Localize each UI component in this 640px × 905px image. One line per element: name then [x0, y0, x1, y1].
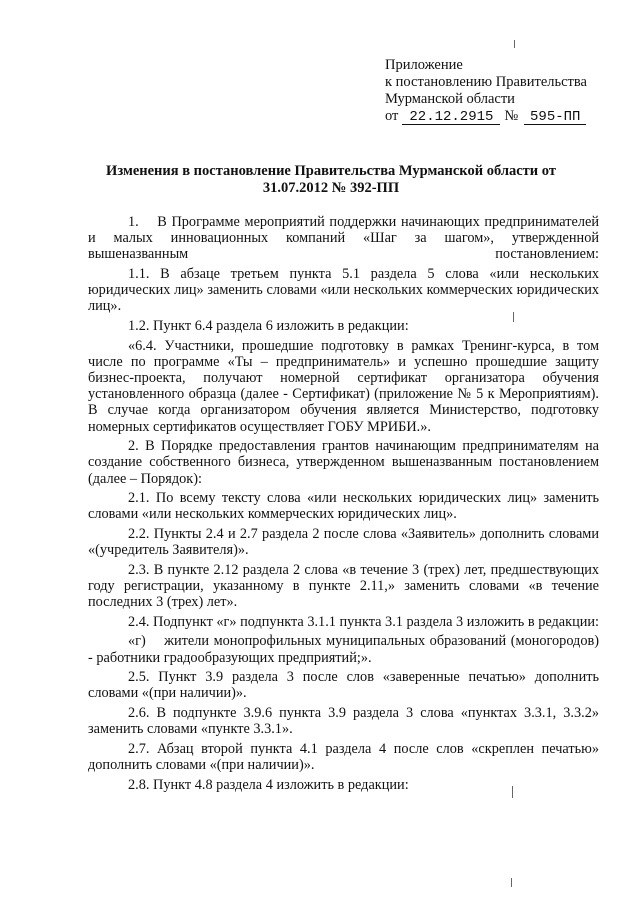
paragraph-1-1: 1.1. В абзаце третьем пункта 5.1 раздела 5 слова «или нескольких юридических лиц» заменить словами «или нескольких коммерческих юридических лиц». — [88, 266, 599, 315]
appendix-header — [385, 57, 615, 125]
appendix-region: Мурманской области — [385, 91, 515, 107]
paragraph-2-1: 2.1. По всему тексту слова «или нескольких юридических лиц» заменить словами «или нескольких коммерческих юридических лиц». — [88, 490, 599, 523]
paragraph-2-8: 2.8. Пункт 4.8 раздела 4 изложить в редакции: — [128, 776, 409, 793]
paragraph-subpoint-g: «г) жители монопрофильных муниципальных образований (моногородов) - работники градообразующих предприятий;». — [88, 633, 599, 666]
document-title — [96, 163, 566, 197]
appendix-date-line — [385, 108, 615, 125]
title-line-2: 31.07.2012 № 392-ПП — [262, 180, 400, 196]
paragraph-2-5: 2.5. Пункт 3.9 раздела 3 после слов «заверенные печатью» дополнить словами «(при наличии)». — [88, 669, 599, 702]
scan-speck — [514, 40, 515, 48]
date-value: 22.12.2915 — [402, 110, 500, 125]
paragraph-2: 2. В Порядке предоставления грантов начинающим предпринимателям на создание собственного бизнеса, утвержденном вышеназванным постановлением (далее – Порядок): — [88, 438, 599, 487]
number-value: 595-ПП — [524, 110, 586, 125]
paragraph-2-2: 2.2. Пункты 2.4 и 2.7 раздела 2 после слова «Заявитель» дополнить словами «(учредитель Заявителя)». — [88, 526, 599, 559]
paragraph-2-6: 2.6. В подпункте 3.9.6 пункта 3.9 раздела 3 слова «пунктах 3.3.1, 3.3.2» заменить словами «пункте 3.3.1». — [88, 704, 599, 738]
scan-speck — [512, 786, 513, 798]
paragraph-1: 1. В Программе мероприятий поддержки начинающих предпринимателей и малых инновационных компаний «Шаг за шагом», утвержденной вышеназванным постановлением: — [88, 214, 599, 263]
scan-speck — [511, 878, 512, 887]
number-prefix: № — [504, 108, 519, 124]
date-prefix: от — [385, 108, 399, 124]
appendix-reference: к постановлению Правительства — [385, 74, 587, 90]
appendix-label: Приложение — [385, 57, 463, 73]
title-line-1: Изменения в постановление Правительства Мурманской области от — [106, 163, 556, 179]
paragraph-6-4-quote: «6.4. Участники, прошедшие подготовку в рамках Тренинг-курса, в том числе по программе «Ты – предприниматель» и успешно прошедшие защиту бизнес-проекта, получают номерной сертификат организатора обучения установленного образца (далее - Сертификат) (приложение № 5 к Мероприятиям). В случае когда организатором обучения является Министерство, подготовку номерных сертификатов осуществляет ГОБУ МРИБИ.». — [88, 337, 599, 435]
paragraph-2-4: 2.4. Подпункт «г» подпункта 3.1.1 пункта 3.1 раздела 3 изложить в редакции: — [128, 613, 599, 630]
paragraph-2-7: 2.7. Абзац второй пункта 4.1 раздела 4 после слов «скреплен печатью» дополнить словами «(при наличии)». — [88, 740, 599, 773]
scan-speck — [513, 312, 514, 322]
document-body — [88, 214, 599, 796]
paragraph-1-2: 1.2. Пункт 6.4 раздела 6 изложить в редакции: — [128, 318, 409, 334]
paragraph-2-3: 2.3. В пункте 2.12 раздела 2 слова «в течение 3 (трех) лет, предшествующих году регистрации, указанному в пункте 2.11,» заменить словами «в течение последних 3 (трех) лет». — [88, 561, 599, 611]
